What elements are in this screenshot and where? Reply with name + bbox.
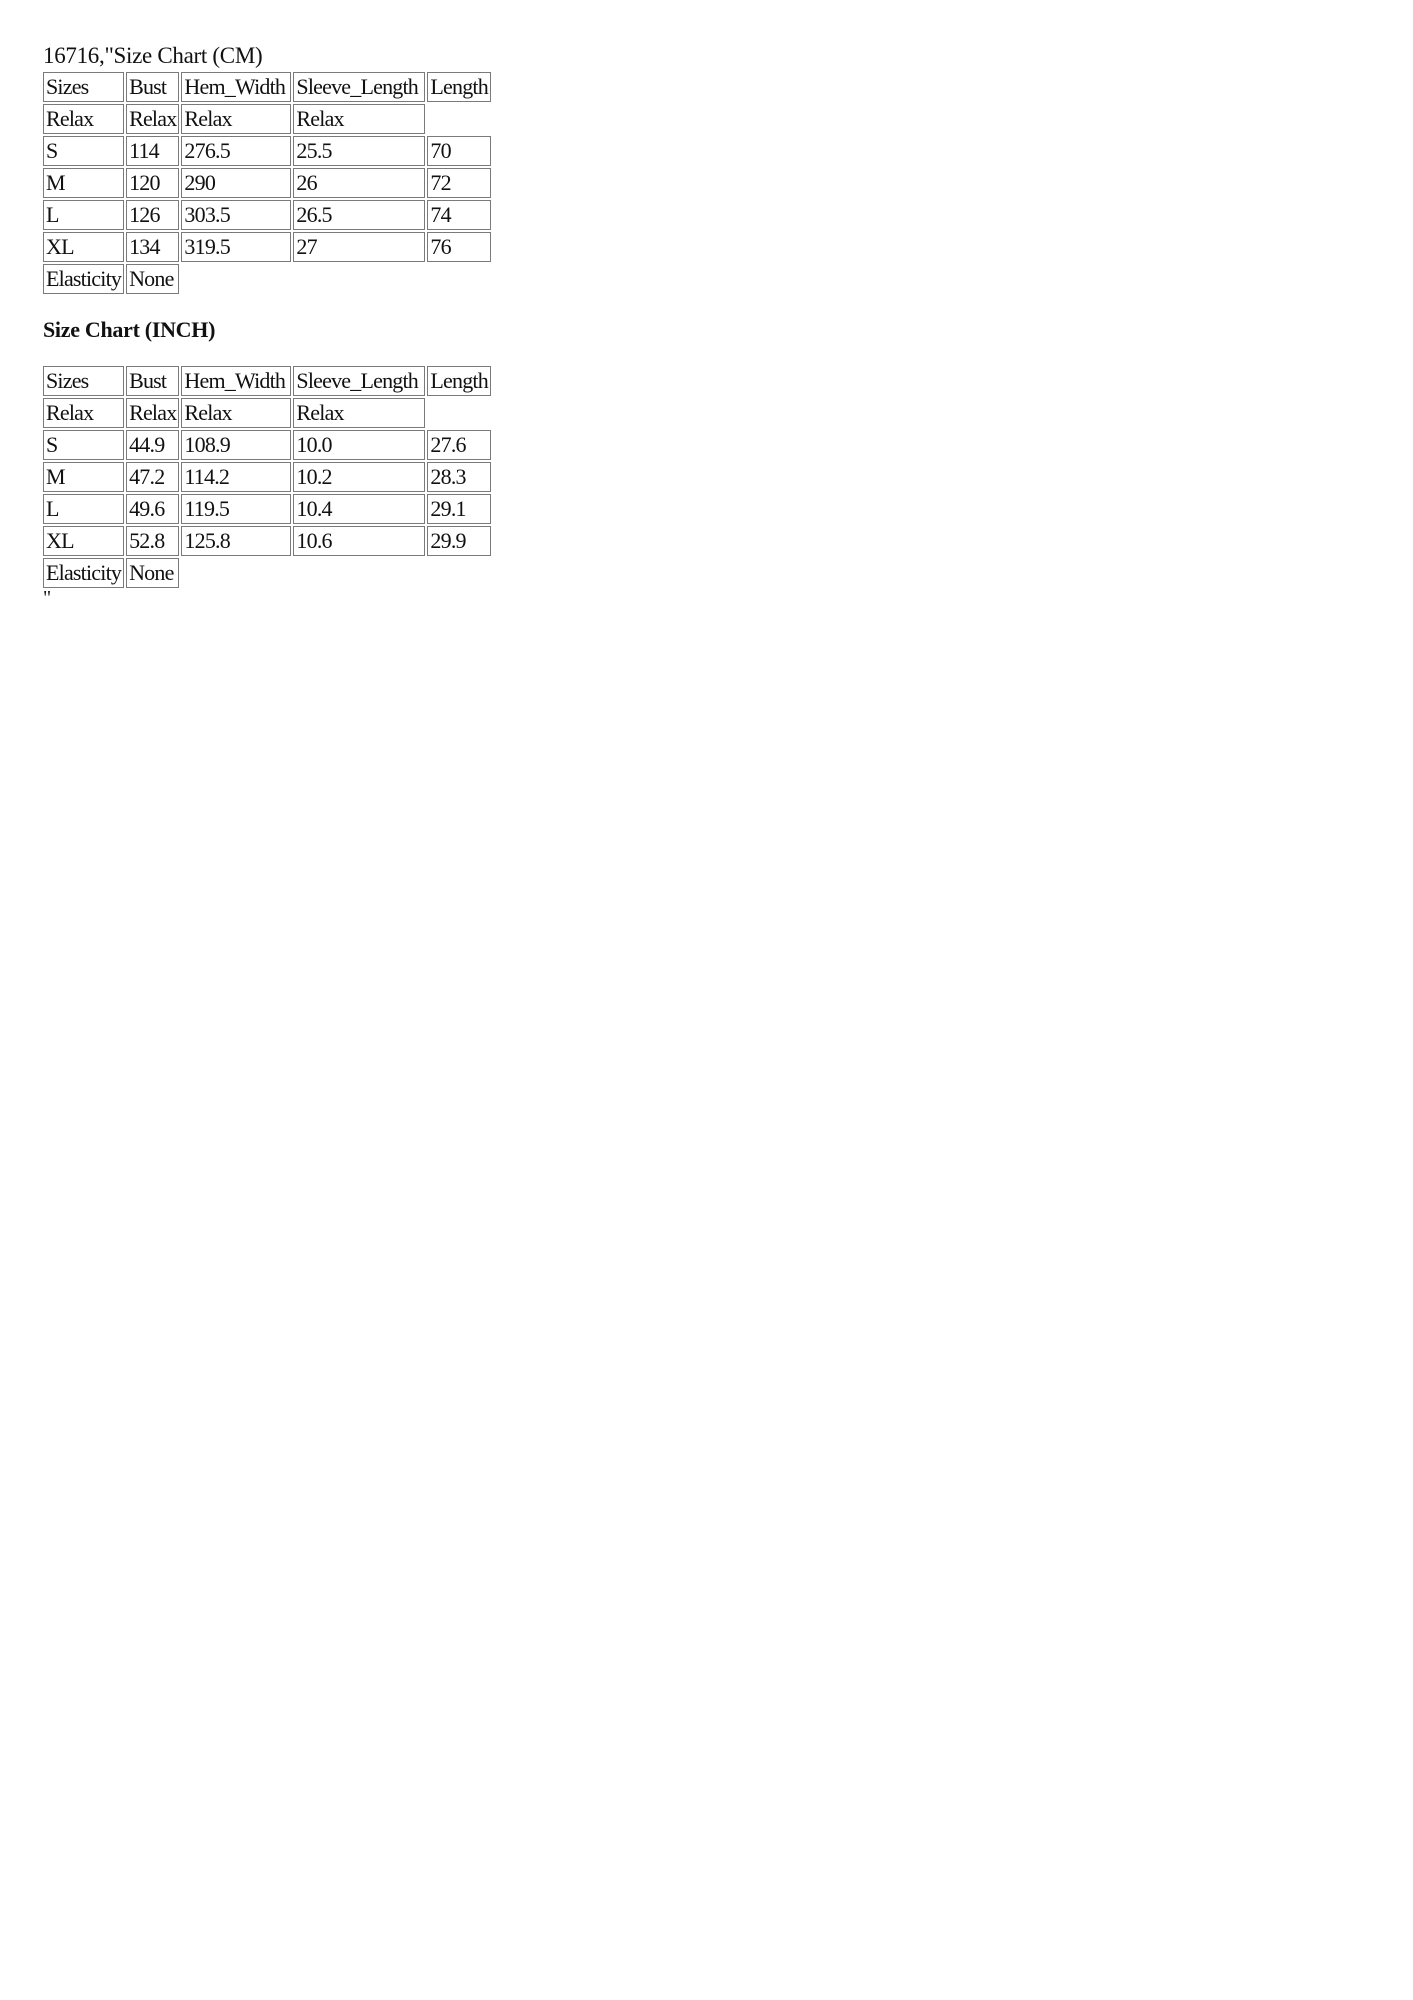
table-row (43, 72, 491, 102)
table-cell: None (126, 264, 179, 294)
table-cell: Hem_Width (181, 366, 291, 396)
table-cell: Bust (126, 366, 179, 396)
table-cell: 44.9 (126, 430, 179, 460)
table-cell: 126 (126, 200, 179, 230)
table-row (43, 398, 491, 428)
table-cell: 10.4 (293, 494, 425, 524)
table-row (43, 232, 491, 262)
table-cell: M (43, 168, 124, 198)
table-cell: Length (427, 72, 491, 102)
table-row (43, 104, 491, 134)
table-cell: 26 (293, 168, 425, 198)
table-cell: XL (43, 526, 124, 556)
table-cell: Sizes (43, 72, 124, 102)
table-cell: 27.6 (427, 430, 491, 460)
table-row (43, 136, 491, 166)
table-row (43, 430, 491, 460)
table-cell: 108.9 (181, 430, 291, 460)
table-cell: Elasticity (43, 558, 124, 588)
table-cell: L (43, 200, 124, 230)
table-cell: 290 (181, 168, 291, 198)
table-cell: 47.2 (126, 462, 179, 492)
table-row (43, 168, 491, 198)
table-cell: 120 (126, 168, 179, 198)
closing-quote: " (43, 587, 52, 609)
table-cell: Hem_Width (181, 72, 291, 102)
table-cell: 276.5 (181, 136, 291, 166)
table-cell: Sleeve_Length (293, 366, 425, 396)
table-cell: Relax (293, 398, 425, 428)
table-cell: 303.5 (181, 200, 291, 230)
table-cell: 72 (427, 168, 491, 198)
table-cell: L (43, 494, 124, 524)
table-cell-empty (427, 104, 491, 134)
table-row (43, 558, 491, 588)
table-cell: S (43, 136, 124, 166)
table-cell: 27 (293, 232, 425, 262)
table-cell: 74 (427, 200, 491, 230)
table-cell: 119.5 (181, 494, 291, 524)
document-page (43, 42, 1343, 609)
table-row (43, 526, 491, 556)
table-cell: Relax (181, 104, 291, 134)
cm-chart-title: 16716,"Size Chart (CM) (43, 43, 263, 68)
table-cell: 114 (126, 136, 179, 166)
table-cell: 26.5 (293, 200, 425, 230)
table-cell: 114.2 (181, 462, 291, 492)
table-cell: Relax (181, 398, 291, 428)
table-cell: Relax (126, 104, 179, 134)
table-cell: Bust (126, 72, 179, 102)
table-cell: Elasticity (43, 264, 124, 294)
table-cell: XL (43, 232, 124, 262)
table-row (43, 462, 491, 492)
inch-chart-title: Size Chart (INCH) (43, 317, 216, 342)
table-cell: 49.6 (126, 494, 179, 524)
table-row (43, 366, 491, 396)
table-cell: Length (427, 366, 491, 396)
inch-size-table (41, 364, 493, 590)
table-cell: 10.0 (293, 430, 425, 460)
table-cell: None (126, 558, 179, 588)
table-cell: 76 (427, 232, 491, 262)
table-cell: Relax (43, 398, 124, 428)
table-cell: Relax (293, 104, 425, 134)
table-row (43, 494, 491, 524)
table-cell: S (43, 430, 124, 460)
table-cell: 25.5 (293, 136, 425, 166)
table-cell: 29.9 (427, 526, 491, 556)
table-cell: Sizes (43, 366, 124, 396)
table-row (43, 200, 491, 230)
table-cell: 319.5 (181, 232, 291, 262)
table-cell: 28.3 (427, 462, 491, 492)
table-cell: 134 (126, 232, 179, 262)
table-cell: 125.8 (181, 526, 291, 556)
table-cell: 10.2 (293, 462, 425, 492)
table-cell: 10.6 (293, 526, 425, 556)
table-cell: Relax (43, 104, 124, 134)
table-cell: 70 (427, 136, 491, 166)
table-cell: 29.1 (427, 494, 491, 524)
table-cell: Relax (126, 398, 179, 428)
cm-size-table (41, 70, 493, 296)
table-cell: Sleeve_Length (293, 72, 425, 102)
table-cell-empty (427, 398, 491, 428)
table-cell: M (43, 462, 124, 492)
table-cell: 52.8 (126, 526, 179, 556)
table-row (43, 264, 491, 294)
